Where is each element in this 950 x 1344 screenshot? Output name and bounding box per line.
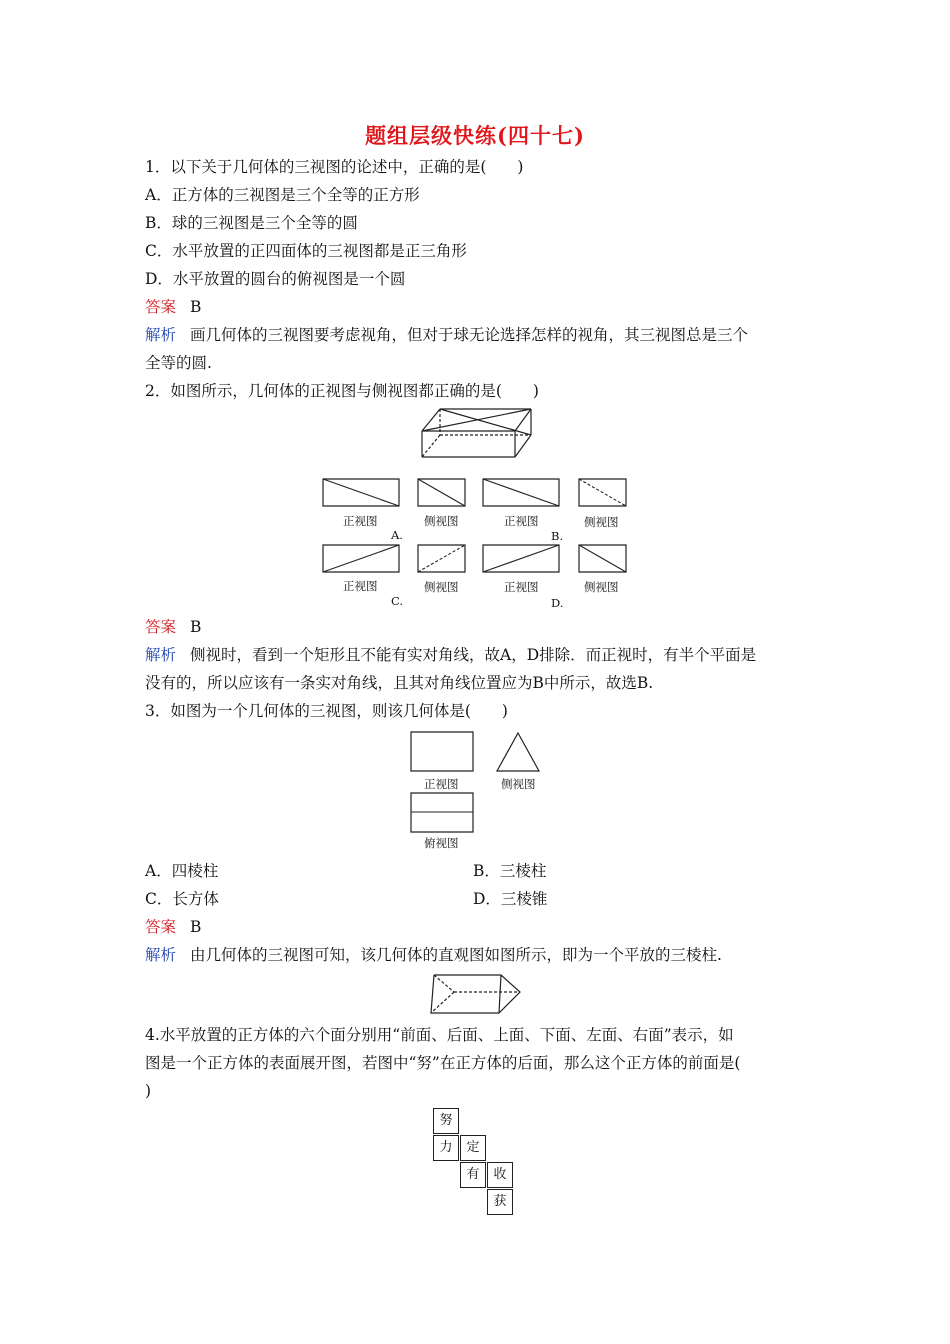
q2-stem: 2．如图所示，几何体的正视图与侧视图都正确的是( ) bbox=[145, 382, 539, 400]
answer-tag: 答案 bbox=[145, 918, 177, 936]
q4-stem-line3: ) bbox=[145, 1082, 152, 1100]
q2-c-front-label: 正视图 bbox=[343, 579, 378, 593]
analysis-text: 由几何体的三视图可知，该几何体的直观图如图所示，即为一个平放的三棱柱. bbox=[190, 946, 722, 964]
q2-a-side-label: 侧视图 bbox=[424, 514, 459, 528]
net-cell: 努 bbox=[433, 1108, 459, 1134]
q3-option-d: D．三棱锥 bbox=[473, 890, 548, 908]
q2-letter-a: A. bbox=[391, 528, 403, 542]
q2-b-side-label: 侧视图 bbox=[584, 515, 619, 529]
q3-prism-figure bbox=[427, 970, 523, 1016]
analysis-tag: 解析 bbox=[145, 326, 177, 344]
q2-letter-c: C. bbox=[391, 594, 404, 608]
q2-c-side-label: 侧视图 bbox=[424, 580, 459, 594]
q1-answer bbox=[145, 297, 201, 317]
q2-letter-d: D. bbox=[551, 596, 564, 610]
net-cell: 收 bbox=[487, 1162, 513, 1188]
q2-choice-d-side-view bbox=[578, 544, 628, 574]
answer-tag: 答案 bbox=[145, 618, 177, 636]
net-cell: 获 bbox=[487, 1189, 513, 1215]
q2-analysis bbox=[145, 645, 756, 665]
q2-analysis-cont: 没有的，所以应该有一条实对角线，且其对角线位置应为B中所示，故选B. bbox=[145, 674, 654, 692]
q2-solid-figure bbox=[418, 405, 534, 459]
net-cell: 有 bbox=[460, 1162, 486, 1188]
q1-option-a: A．正方体的三视图是三个全等的正方形 bbox=[145, 186, 420, 204]
q4-stem-line1: 4.水平放置的正方体的六个面分别用“前面、后面、上面、下面、左面、右面”表示，如 bbox=[145, 1026, 734, 1044]
answer-value: B bbox=[190, 618, 202, 636]
q3-front-view bbox=[410, 731, 475, 773]
q2-choice-b-front-view bbox=[482, 478, 562, 508]
q2-choice-a-side-view bbox=[417, 478, 467, 508]
q4-stem-line2: 图是一个正方体的表面展开图，若图中“努”在正方体的后面，那么这个正方体的前面是( bbox=[145, 1054, 741, 1072]
q3-side-label: 侧视图 bbox=[501, 777, 536, 791]
q2-choice-a-front-view bbox=[322, 478, 402, 508]
q2-choice-c-side-view bbox=[417, 544, 467, 574]
q3-front-label: 正视图 bbox=[424, 777, 459, 791]
net-cell: 力 bbox=[433, 1135, 459, 1161]
net-cell: 定 bbox=[460, 1135, 486, 1161]
analysis-tag: 解析 bbox=[145, 646, 177, 664]
q2-answer bbox=[145, 617, 201, 637]
q3-top-view bbox=[410, 792, 475, 834]
q3-top-label: 俯视图 bbox=[424, 836, 459, 850]
analysis-text: 画几何体的三视图要考虑视角，但对于球无论选择怎样的视角，其三视图总是三个 bbox=[190, 326, 749, 344]
q1-analysis bbox=[145, 325, 748, 345]
q1-stem: 1．以下关于几何体的三视图的论述中，正确的是( ) bbox=[145, 158, 524, 176]
q1-option-b: B．球的三视图是三个全等的圆 bbox=[145, 214, 358, 232]
q2-letter-b: B. bbox=[551, 529, 564, 543]
q2-d-front-label: 正视图 bbox=[504, 580, 539, 594]
q3-analysis bbox=[145, 945, 722, 965]
q2-d-side-label: 侧视图 bbox=[584, 580, 619, 594]
q3-option-b: B．三棱柱 bbox=[473, 862, 547, 880]
q2-choice-c-front-view bbox=[322, 544, 402, 574]
analysis-text: 侧视时，看到一个矩形且不能有实对角线，故A，D排除．而正视时，有半个平面是 bbox=[190, 646, 757, 664]
q1-analysis-cont: 全等的圆. bbox=[145, 354, 212, 372]
q1-option-d: D．水平放置的圆台的俯视图是一个圆 bbox=[145, 270, 406, 288]
q2-choice-d-front-view bbox=[482, 544, 562, 574]
page-title: 题组层级快练(四十七) bbox=[365, 123, 585, 148]
q3-stem: 3．如图为一个几何体的三视图，则该几何体是( ) bbox=[145, 702, 508, 720]
q3-side-view bbox=[495, 731, 541, 773]
q2-b-front-label: 正视图 bbox=[504, 514, 539, 528]
q3-option-a: A．四棱柱 bbox=[145, 862, 219, 880]
q2-choice-b-side-view bbox=[578, 478, 628, 508]
q3-answer bbox=[145, 917, 201, 937]
analysis-tag: 解析 bbox=[145, 946, 177, 964]
q3-option-c: C．长方体 bbox=[145, 890, 219, 908]
answer-tag: 答案 bbox=[145, 298, 177, 316]
answer-value: B bbox=[190, 918, 202, 936]
answer-value: B bbox=[190, 298, 202, 316]
q2-a-front-label: 正视图 bbox=[343, 514, 378, 528]
q1-option-c: C．水平放置的正四面体的三视图都是正三角形 bbox=[145, 242, 467, 260]
